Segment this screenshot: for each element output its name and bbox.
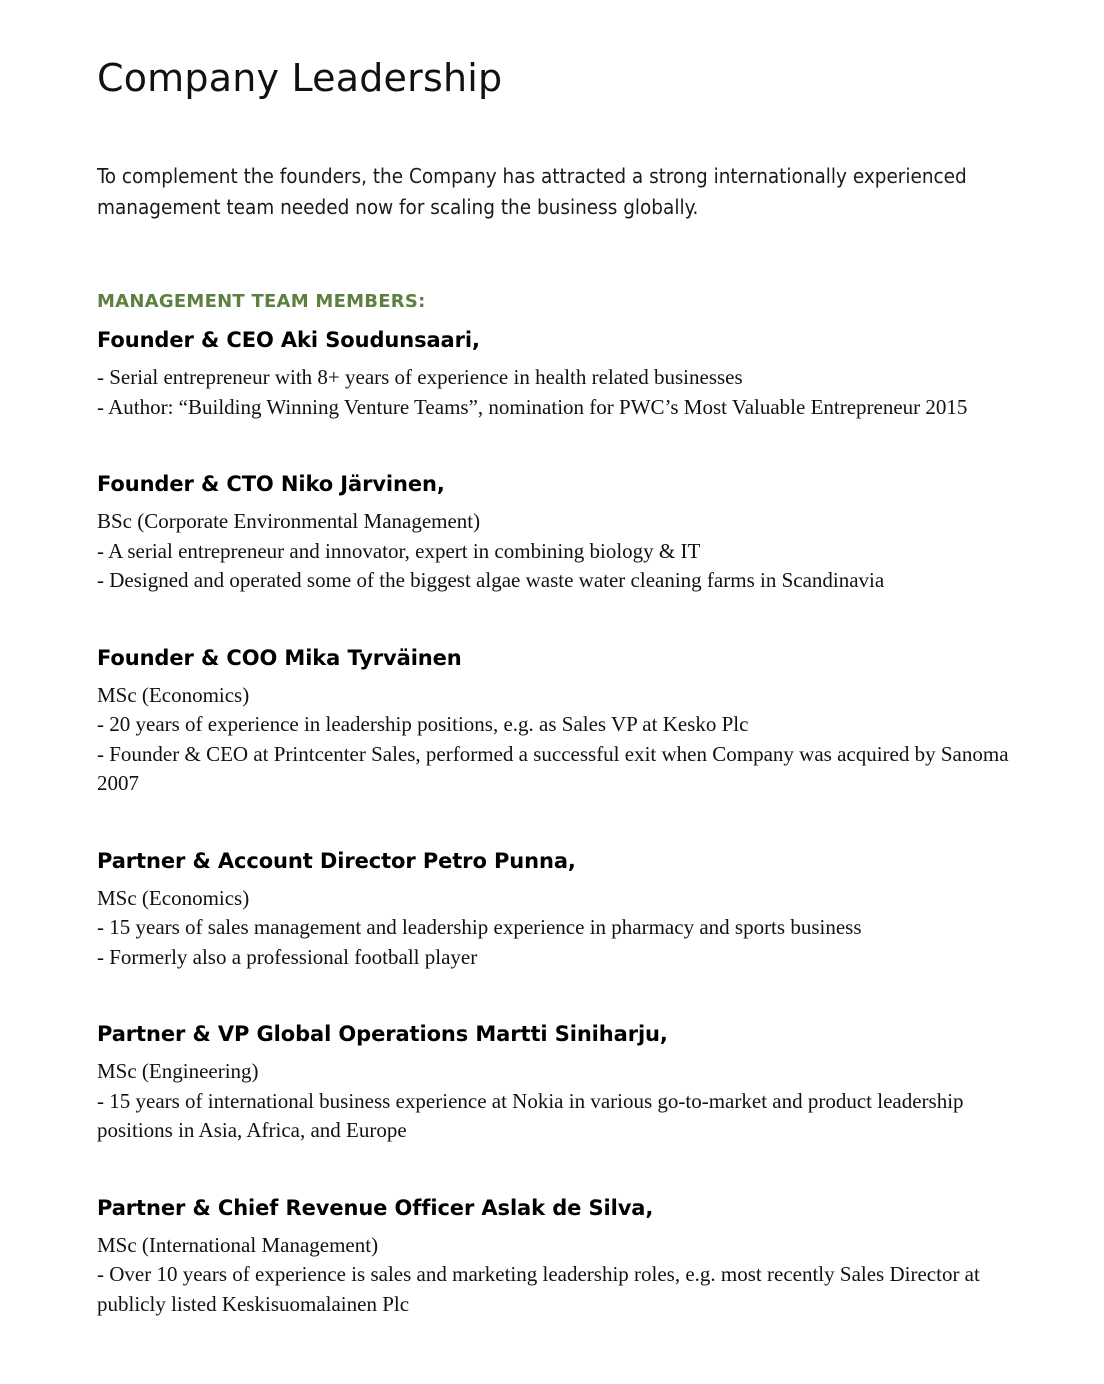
team-member-detail-line: MSc (Economics) (97, 682, 250, 707)
team-member-details (97, 876, 1027, 973)
team-member-detail-line: - Over 10 years of experience is sales and marketing leadership roles, e.g. most recently Sales Director at publicly listed Keskisuomalainen Plc (97, 1262, 980, 1316)
team-member (97, 314, 1027, 422)
team-member-details (97, 499, 1027, 596)
team-member-details (97, 355, 1027, 422)
team-member-detail-line: - Founder & CEO at Printcenter Sales, performed a successful exit when Company was acquired by Sanoma 2007 (97, 741, 1009, 795)
team-member-detail-line: - 15 years of sales management and leadership experience in pharmacy and sports business (97, 915, 862, 939)
management-team-list (97, 314, 1027, 1319)
team-member-details (97, 1223, 1027, 1320)
team-member (97, 799, 1027, 973)
team-member-detail-line: MSc (International Management) (97, 1232, 379, 1257)
team-member (97, 1146, 1027, 1320)
intro-line: To complement the founders, the Company has attracted a strong internationally experienced (97, 164, 967, 188)
team-member-detail-line: BSc (Corporate Environmental Management) (97, 509, 481, 533)
team-member-detail-line: MSc (Engineering) (97, 1059, 259, 1083)
intro-paragraph (97, 100, 977, 223)
team-member-name: Partner & VP Global Operations Martti Siniharju, (97, 1022, 668, 1046)
team-member (97, 972, 1027, 1146)
team-member-name: Partner & Account Director Petro Punna, (97, 848, 576, 873)
team-member (97, 596, 1027, 799)
intro-line: management team needed now for scaling the business globally. (97, 195, 699, 219)
document-content (97, 0, 1027, 1319)
team-member-detail-line: - Designed and operated some of the biggest algae waste water cleaning farms in Scandinavia (97, 568, 885, 592)
team-member (97, 422, 1027, 596)
page-title: Company Leadership (97, 56, 503, 100)
team-member-details (97, 1049, 1027, 1146)
team-member-name: Founder & CTO Niko Järvinen, (97, 472, 445, 496)
team-member-detail-line: - Serial entrepreneur with 8+ years of experience in health related businesses (97, 365, 743, 389)
team-member-details (97, 673, 1027, 799)
team-member-detail-line: - 20 years of experience in leadership positions, e.g. as Sales VP at Kesko Plc (97, 712, 749, 736)
team-member-detail-line: - A serial entrepreneur and innovator, expert in combining biology & IT (97, 538, 701, 563)
team-member-name: Founder & CEO Aki Soudunsaari, (97, 328, 480, 352)
team-member-detail-line: - 15 years of international business experience at Nokia in various go-to-market and product leadership positions in Asia, Africa, and Europe (97, 1088, 964, 1142)
team-member-detail-line: - Formerly also a professional football player (97, 944, 478, 969)
team-member-detail-line: MSc (Economics) (97, 885, 250, 910)
team-member-detail-line: - Author: “Building Winning Venture Teams”, nomination for PWC’s Most Valuable Entrepreneur 2015 (97, 394, 968, 419)
team-member-name: Founder & COO Mika Tyrväinen (97, 645, 462, 670)
section-heading-management-team: MANAGEMENT TEAM MEMBERS: (97, 291, 426, 312)
team-member-name: Partner & Chief Revenue Officer Aslak de Silva, (97, 1195, 654, 1220)
